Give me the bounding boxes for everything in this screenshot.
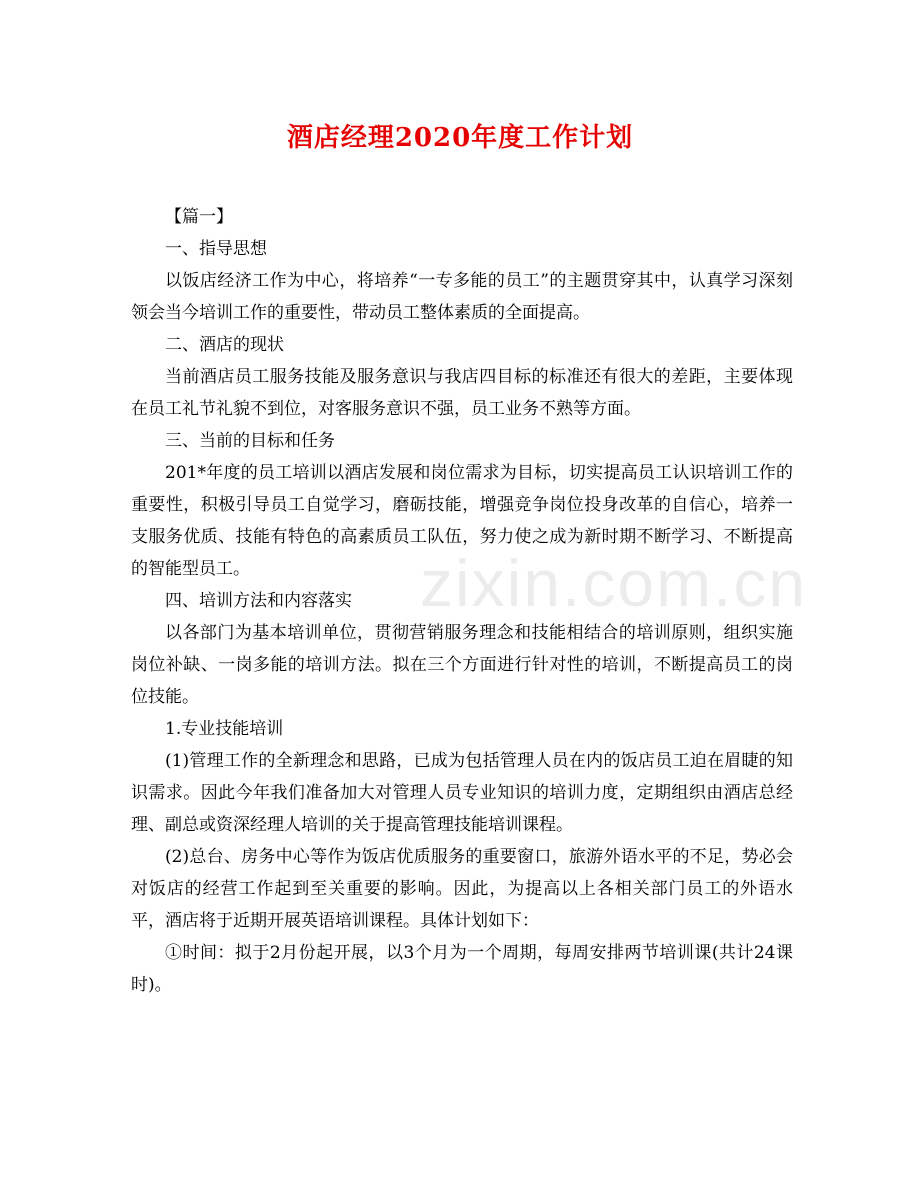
paragraph-guiding-ideology: 以饭店经济工作为中心，将培养“一专多能的员工”的主题贯穿其中，认真学习深刻领会当今培训工作的重要性，带动员工整体素质的全面提高。 xyxy=(131,271,793,323)
section-heading-guiding-ideology: 一、指导思想 xyxy=(165,239,267,259)
section-heading-training-methods: 四、培训方法和内容落实 xyxy=(165,591,352,611)
paragraph-language-training: (2)总台、房务中心等作为饭店优质服务的重要窗口，旅游外语水平的不足，势必会对饭店的经营工作起到至关重要的影响。因此，为提高以上各相关部门员工的外语水平，酒店将于近期开展英语培训课程。具体计划如下： xyxy=(131,847,793,931)
watermark-text: zixin.com.cn xyxy=(420,546,808,620)
paragraph-goals-tasks: 201*年度的员工培训以酒店发展和岗位需求为目标，切实提高员工认识培训工作的重要性，积极引导员工自觉学习，磨砺技能，增强竞争岗位投身改革的自信心，培养一支服务优质、技能有特色的高素质员工队伍，努力使之成为新时期不断学习、不断提高的智能型员工。 xyxy=(131,463,793,579)
paragraph-training-methods: 以各部门为基本培训单位，贯彻营销服务理念和技能相结合的培训原则，组织实施岗位补缺、一岗多能的培训方法。拟在三个方面进行针对性的培训，不断提高员工的岗位技能。 xyxy=(131,623,793,707)
section-heading-part-one: 【篇一】 xyxy=(165,207,233,227)
subheading-professional-skills: 1.专业技能培训 xyxy=(165,719,284,739)
paragraph-hotel-status: 当前酒店员工服务技能及服务意识与我店四目标的标准还有很大的差距，主要体现在员工礼节礼貌不到位，对客服务意识不强，员工业务不熟等方面。 xyxy=(131,367,793,419)
document-body xyxy=(131,201,793,1001)
section-heading-goals-tasks: 三、当前的目标和任务 xyxy=(165,431,335,451)
document-title: 酒店经理2020年度工作计划 xyxy=(286,123,634,153)
paragraph-schedule: ①时间：拟于2月份起开展，以3个月为一个周期，每周安排两节培训课(共计24课时)。 xyxy=(131,943,793,995)
paragraph-management-training: (1)管理工作的全新理念和思路，已成为包括管理人员在内的饭店员工迫在眉睫的知识需求。因此今年我们准备加大对管理人员专业知识的培训力度，定期组织由酒店总经理、副总或资深经理人培训的关于提高管理技能培训课程。 xyxy=(131,751,793,835)
section-heading-hotel-status: 二、酒店的现状 xyxy=(165,335,284,355)
